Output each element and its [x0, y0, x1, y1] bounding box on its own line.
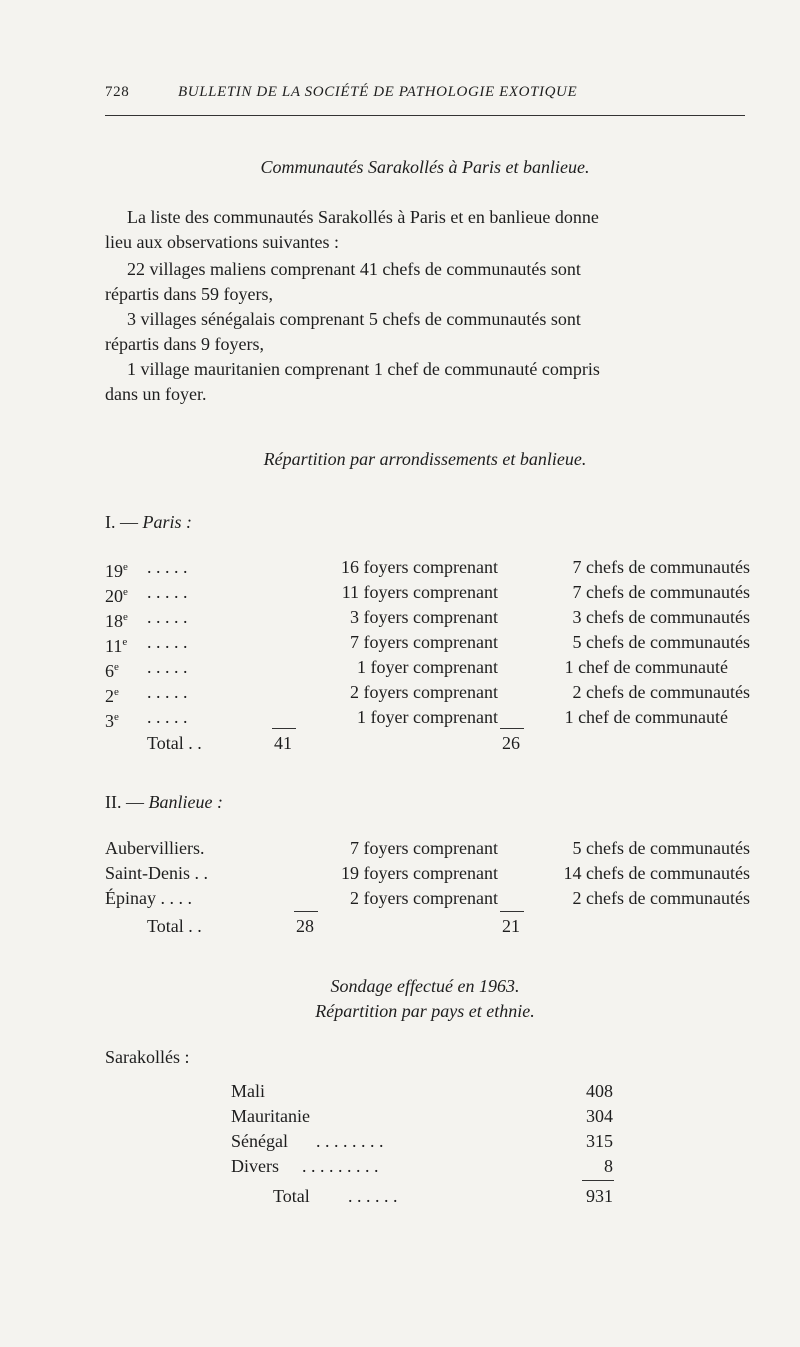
- banlieue-total-chefs: 21: [502, 916, 520, 936]
- arrondissement: 19e: [105, 561, 128, 581]
- arrondissement: 3e: [105, 711, 119, 731]
- leader-dots: . . . . .: [147, 582, 188, 602]
- chefs-count: 7 chefs de communautés: [572, 582, 750, 602]
- foyers-count: 7 foyers comprenant: [350, 838, 498, 858]
- country-name: Mali: [231, 1081, 265, 1101]
- country-value: 408: [586, 1081, 613, 1101]
- paris-label-text: Paris :: [142, 512, 192, 532]
- paris-total-chefs: 26: [502, 733, 520, 753]
- header-rule: [105, 115, 745, 116]
- section-heading-repartition: Répartition par arrondissements et banlieue.: [263, 449, 587, 469]
- total-underline: [582, 1180, 614, 1181]
- banlieue-total-label: Total . .: [147, 916, 202, 936]
- intro-line-2: lieu aux observations suivantes :: [105, 232, 339, 252]
- banlieue-total-foyers: 28: [296, 916, 314, 936]
- arrondissement: 2e: [105, 686, 119, 706]
- sondage-total-value: 931: [586, 1186, 613, 1206]
- arrondissement: 18e: [105, 611, 128, 631]
- paris-total-foyers: 41: [274, 733, 292, 753]
- foyers-count: 11 foyers comprenant: [341, 582, 498, 602]
- arrondissement: 11e: [105, 636, 128, 656]
- leader-dots: . . . . .: [147, 632, 188, 652]
- country-value: 304: [586, 1106, 613, 1126]
- arrondissement: 6e: [105, 661, 119, 681]
- leader-dots: . . . . .: [147, 657, 188, 677]
- journal-title: BULLETIN DE LA SOCIÉTÉ DE PATHOLOGIE EXOTIQUE: [178, 84, 578, 100]
- chefs-count: 2 chefs de communautés: [572, 888, 750, 908]
- paragraph-maliens-line-1: 22 villages maliens comprenant 41 chefs de communautés sont: [127, 259, 581, 279]
- paragraph-mauritanien-line-1: 1 village mauritanien comprenant 1 chef de communauté compris: [127, 359, 600, 379]
- total-underline: [500, 911, 524, 912]
- foyers-count: 19 foyers comprenant: [341, 863, 498, 883]
- paris-total-label: Total . .: [147, 733, 202, 753]
- foyers-count: 2 foyers comprenant: [350, 888, 498, 908]
- section-heading-communautes: Communautés Sarakollés à Paris et banlieue.: [260, 157, 590, 177]
- leader-dots: . . . . . .: [348, 1186, 398, 1206]
- total-underline: [500, 728, 524, 729]
- leader-dots: . . . . . . . . .: [302, 1156, 379, 1176]
- banlieue-label-number: II. —: [105, 792, 144, 812]
- chefs-count: 5 chefs de communautés: [572, 838, 750, 858]
- total-underline: [272, 728, 296, 729]
- chefs-count: 1 chef de communauté: [564, 707, 728, 727]
- paragraph-maliens-line-2: répartis dans 59 foyers,: [105, 284, 273, 304]
- leader-dots: . . . . .: [147, 607, 188, 627]
- intro-line-1: La liste des communautés Sarakollés à Paris et en banlieue donne: [127, 207, 599, 227]
- place-name: Épinay . . . .: [105, 888, 192, 908]
- country-name: Sénégal: [231, 1131, 288, 1151]
- running-header: [105, 84, 745, 112]
- country-name: Mauritanie: [231, 1106, 310, 1126]
- country-name: Divers: [231, 1156, 279, 1176]
- leader-dots: . . . . . . . .: [316, 1131, 384, 1151]
- foyers-count: 2 foyers comprenant: [350, 682, 498, 702]
- place-name: Saint-Denis . .: [105, 863, 208, 883]
- banlieue-label: [105, 790, 223, 815]
- country-value: 8: [604, 1156, 613, 1176]
- page-number: 728: [105, 84, 130, 100]
- country-value: 315: [586, 1131, 613, 1151]
- sondage-total-label: Total: [273, 1186, 310, 1206]
- foyers-count: 7 foyers comprenant: [350, 632, 498, 652]
- place-name: Aubervilliers.: [105, 838, 205, 858]
- foyers-count: 3 foyers comprenant: [350, 607, 498, 627]
- foyers-count: 1 foyer comprenant: [357, 657, 498, 677]
- leader-dots: . . . . .: [147, 557, 188, 577]
- chefs-count: 3 chefs de communautés: [572, 607, 750, 627]
- paragraph-senegalais-line-2: répartis dans 9 foyers,: [105, 334, 264, 354]
- banlieue-label-text: Banlieue :: [148, 792, 223, 812]
- leader-dots: . . . . .: [147, 682, 188, 702]
- foyers-count: 16 foyers comprenant: [341, 557, 498, 577]
- paris-label: [105, 510, 192, 535]
- paragraph-senegalais-line-1: 3 villages sénégalais comprenant 5 chefs de communautés sont: [127, 309, 581, 329]
- chefs-count: 7 chefs de communautés: [572, 557, 750, 577]
- arrondissement: 20e: [105, 586, 128, 606]
- group-label-sarakolles: Sarakollés :: [105, 1047, 190, 1067]
- chefs-count: 1 chef de communauté: [564, 657, 728, 677]
- total-underline: [294, 911, 318, 912]
- paragraph-mauritanien-line-2: dans un foyer.: [105, 384, 207, 404]
- foyers-count: 1 foyer comprenant: [357, 707, 498, 727]
- chefs-count: 2 chefs de communautés: [572, 682, 750, 702]
- section-heading-sondage: Sondage effectué en 1963.: [330, 976, 520, 996]
- chefs-count: 14 chefs de communautés: [563, 863, 750, 883]
- paris-label-number: I. —: [105, 512, 138, 532]
- section-heading-pays-ethnie: Répartition par pays et ethnie.: [315, 1001, 535, 1021]
- leader-dots: . . . . .: [147, 707, 188, 727]
- chefs-count: 5 chefs de communautés: [572, 632, 750, 652]
